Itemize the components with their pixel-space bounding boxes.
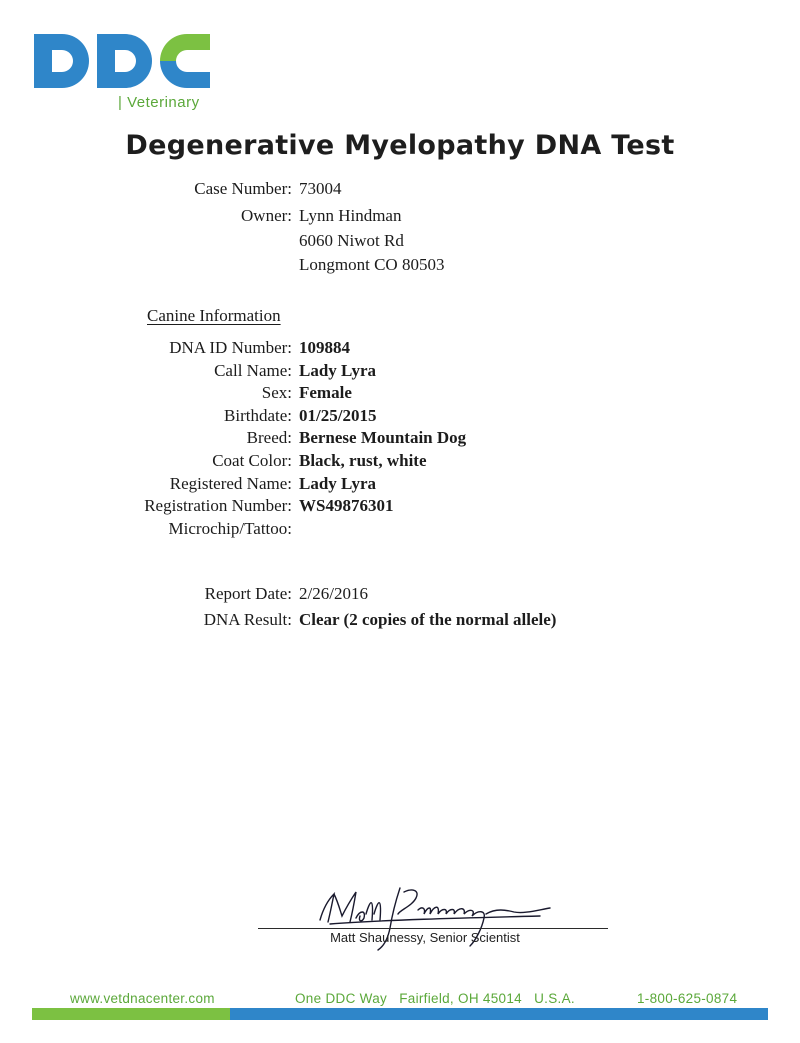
handwritten-signature [300,880,590,958]
report-date-value: 2/26/2016 [299,584,368,603]
footer-bar-green [32,1008,230,1020]
canine-field-value: 109884 [299,338,350,357]
document-title: Degenerative Myelopathy DNA Test [125,130,675,161]
canine-field-value: WS49876301 [299,496,394,516]
signature-line [258,928,608,929]
canine-field-label: Birthdate: [224,405,292,425]
canine-field-value: Female [299,383,352,403]
canine-field-value: Lady Lyra [299,360,376,380]
footer-website[interactable]: www.vetdnacenter.com [70,991,215,1006]
owner-address1: 6060 Niwot Rd [299,231,404,250]
canine-field-label: Registered Name: [169,473,292,493]
canine-field-label: DNA ID Number: [169,338,292,357]
owner-name: Lynn Hindman [299,206,402,225]
case-label: Case Number: [194,179,292,198]
owner-address2: Longmont CO 80503 [299,255,445,274]
canine-field-label: Microchip/Tattoo: [168,518,292,538]
footer-address: One DDC Way Fairfield, OH 45014 U.S.A. [295,991,575,1006]
owner-label: Owner: [241,206,292,225]
dna-result-label: DNA Result: [203,610,292,629]
canine-field-label: Registration Number: [144,496,292,516]
canine-field-label: Breed: [246,428,292,448]
footer-phone: 1-800-625-0874 [637,991,738,1006]
canine-field-label: Sex: [261,383,292,403]
dna-result-value: Clear (2 copies of the normal allele) [299,610,557,629]
signer-name-title: Matt Shaunessy, Senior Scientist [330,930,520,945]
canine-field-label: Call Name: [214,360,292,380]
footer-bar-blue [230,1008,768,1020]
case-value: 73004 [299,179,342,198]
canine-field-value: Bernese Mountain Dog [299,428,467,448]
report-date-label: Report Date: [204,584,292,603]
canine-info-heading: Canine Information [147,306,281,325]
canine-field-value: Lady Lyra [299,473,376,493]
canine-field-value: Black, rust, white [299,451,427,470]
canine-field-value: 01/25/2015 [299,405,377,425]
logo-subtitle: | Veterinary [118,94,200,111]
canine-field-label: Coat Color: [212,451,292,470]
